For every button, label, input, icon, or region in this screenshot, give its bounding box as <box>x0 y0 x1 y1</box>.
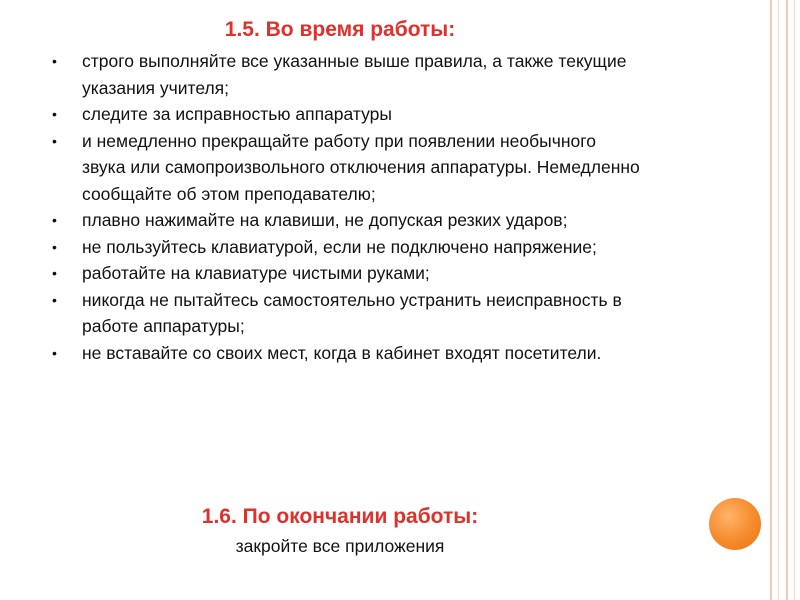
list-item <box>52 207 642 234</box>
list-item <box>52 340 642 367</box>
section-title-after-work: 1.6. По окончании работы: <box>201 505 479 528</box>
border-line <box>786 0 788 600</box>
list-item <box>52 234 642 261</box>
list-item <box>52 260 642 287</box>
bullet-icon: • <box>52 238 57 255</box>
border-line <box>770 0 772 600</box>
bullet-icon: • <box>52 53 57 69</box>
list-item <box>52 101 642 128</box>
after-work-instruction: закройте все приложения <box>235 536 445 556</box>
border-line <box>778 0 779 600</box>
list-item-text: не вставайте со своих мест, когда в кабинет входят посетители. <box>82 342 602 363</box>
orange-circle-decoration <box>709 498 761 550</box>
bullet-icon: • <box>52 291 57 308</box>
list-item <box>52 287 642 340</box>
rules-list <box>52 48 642 366</box>
list-item-text: не пользуйтесь клавиатурой, если не подключено напряжение; <box>82 236 597 257</box>
list-item-text: работайте на клавиатуре чистыми руками; <box>82 263 430 283</box>
bullet-icon: • <box>52 344 57 361</box>
section-title-during-work: 1.5. Во время работы: <box>224 18 456 41</box>
list-item <box>52 128 642 208</box>
list-item-text: плавно нажимайте на клавиши, не допуская резких ударов; <box>82 210 568 230</box>
list-item-text: никогда не пытайтесь самостоятельно устранить неисправность в работе аппаратуры; <box>82 289 622 336</box>
list-item-text: следите за исправностью аппаратуры <box>82 104 392 124</box>
right-decorative-border <box>766 0 800 600</box>
bullet-icon: • <box>52 132 57 149</box>
list-item-text: и немедленно прекращайте работу при появлении необычного звука или самопроизвольного отключения аппаратуры. Немедленно сообщайте об этом преподавателю; <box>82 130 640 204</box>
list-item-text: строго выполняйте все указанные выше правила, а также текущие указания учителя; <box>82 51 627 98</box>
bullet-icon: • <box>52 212 57 228</box>
bullet-icon: • <box>52 265 57 281</box>
list-item <box>52 48 642 101</box>
bullet-icon: • <box>52 106 57 122</box>
border-line <box>794 0 795 600</box>
